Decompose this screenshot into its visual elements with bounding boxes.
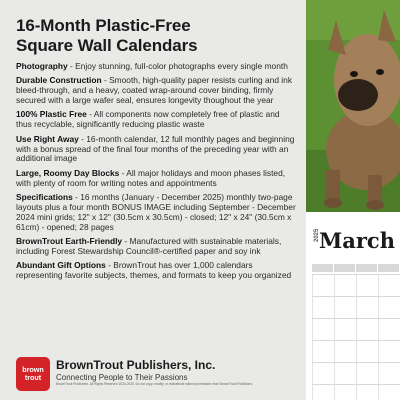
day-cell [378, 341, 400, 362]
feature-text: - 16 months (January - December 2025) monthly two-page layouts plus a four month BONUS IMAGE including September - December 2024 mini grids; 12" x 12" (30.5cm x 30.5cm) - closed; 12" x 24" (30.5cm x 61cm) - opened; 28 pages [16, 191, 296, 232]
day-cell [356, 341, 378, 362]
calendar-month-page [306, 212, 400, 400]
feature-earth-friendly [16, 237, 296, 257]
feature-text: - Enjoy stunning, full-color photographs every single month [67, 61, 288, 71]
day-cell [334, 297, 356, 318]
day-cell [356, 319, 378, 340]
day-cell [356, 275, 378, 296]
page-title [16, 16, 296, 55]
day-cell [334, 363, 356, 384]
day-cell [334, 319, 356, 340]
day-cell [312, 363, 334, 384]
calendar-week-row [312, 318, 400, 340]
calendar-grid [312, 264, 400, 400]
weekday-cell [356, 264, 377, 272]
day-cell [356, 297, 378, 318]
day-cell [312, 275, 334, 296]
logo-text-line-1: brown [22, 365, 44, 374]
feature-heading: Large, Roomy Day Blocks [16, 167, 120, 178]
title-line-2: Square Wall Calendars [16, 35, 198, 55]
feature-heading: Use Right Away [16, 133, 79, 144]
calendar-week-row [312, 296, 400, 318]
feature-specifications [16, 193, 296, 233]
day-cell [378, 275, 400, 296]
publisher-footer [16, 357, 306, 397]
publisher-name: BrownTrout Publishers, Inc. [56, 358, 216, 372]
calendar-year: 2025 [314, 228, 320, 242]
feature-text: - Smooth, high-quality paper resists curling and ink bleed-through, and a heavy, coated wrap-around cover binding, firmly secured with a large wafer seal, ensures longevity thoughout the year [16, 75, 293, 106]
day-cell [356, 385, 378, 400]
title-line-1: 16-Month Plastic-Free [16, 16, 191, 35]
feature-heading: Photography [16, 61, 68, 71]
day-cell [378, 297, 400, 318]
feature-heading: Abundant Gift Options [16, 260, 106, 271]
feature-durable-construction [16, 76, 296, 106]
calendar-week-row [312, 274, 400, 296]
weekday-cell [312, 264, 333, 272]
bulldog-photo [306, 0, 400, 212]
calendar-week-row [312, 362, 400, 384]
day-cell [312, 341, 334, 362]
calendar-month: March [319, 228, 395, 253]
copyright-fine-print: BrownTrout Publishers. All Rights Reserved 2024-2025. Do not copy, modify, or redistribute without permission from BrownTrout Publishers. [56, 382, 253, 386]
weekday-header-row [312, 264, 400, 274]
day-cell [312, 385, 334, 400]
day-cell [378, 363, 400, 384]
calendar-header [306, 224, 400, 254]
feature-heading: Durable Construction [16, 75, 102, 86]
day-cell [312, 297, 334, 318]
day-cell [334, 385, 356, 400]
feature-text: - All major holidays and moon phases listed, with plenty of room for writing notes and appointments [16, 167, 286, 188]
feature-plastic-free [16, 110, 296, 130]
day-cell [334, 275, 356, 296]
weekday-cell [334, 264, 355, 272]
feature-gift-options [16, 261, 296, 281]
calendar-product-image [306, 0, 400, 400]
publisher-tagline: Connecting People to Their Passions [56, 373, 188, 382]
feature-photography [16, 62, 296, 72]
feature-use-right-away [16, 135, 296, 165]
day-cell [378, 319, 400, 340]
browntrout-logo [16, 357, 50, 391]
day-cell [312, 319, 334, 340]
day-cell [356, 363, 378, 384]
feature-heading: 100% Plastic Free [16, 109, 87, 120]
calendar-week-row [312, 340, 400, 362]
feature-heading: Specifications [16, 191, 73, 202]
feature-text: - BrownTrout has over 1,000 calendars representing favorite subjects, themes, and formats to keep you organized [16, 260, 292, 281]
weekday-cell [378, 264, 399, 272]
feature-list [16, 62, 296, 281]
feature-text: - Manufactured with sustainable materials, including Forest Stewardship Council®-certified paper and soy ink [16, 235, 282, 256]
day-cell [378, 385, 400, 400]
feature-text: - All components now completely free of plastic and thus recyclable, significantly reducing plastic waste [16, 109, 280, 130]
feature-text: - 16-month calendar, 12 full monthly pages and beginning with a bonus spread of the final four months of the preceding year with an additional image [16, 133, 295, 164]
feature-heading: BrownTrout Earth-Friendly [16, 235, 123, 246]
calendar-week-row [312, 384, 400, 400]
logo-text-line-2: trout [24, 373, 42, 382]
day-cell [334, 341, 356, 362]
feature-day-blocks [16, 169, 296, 189]
